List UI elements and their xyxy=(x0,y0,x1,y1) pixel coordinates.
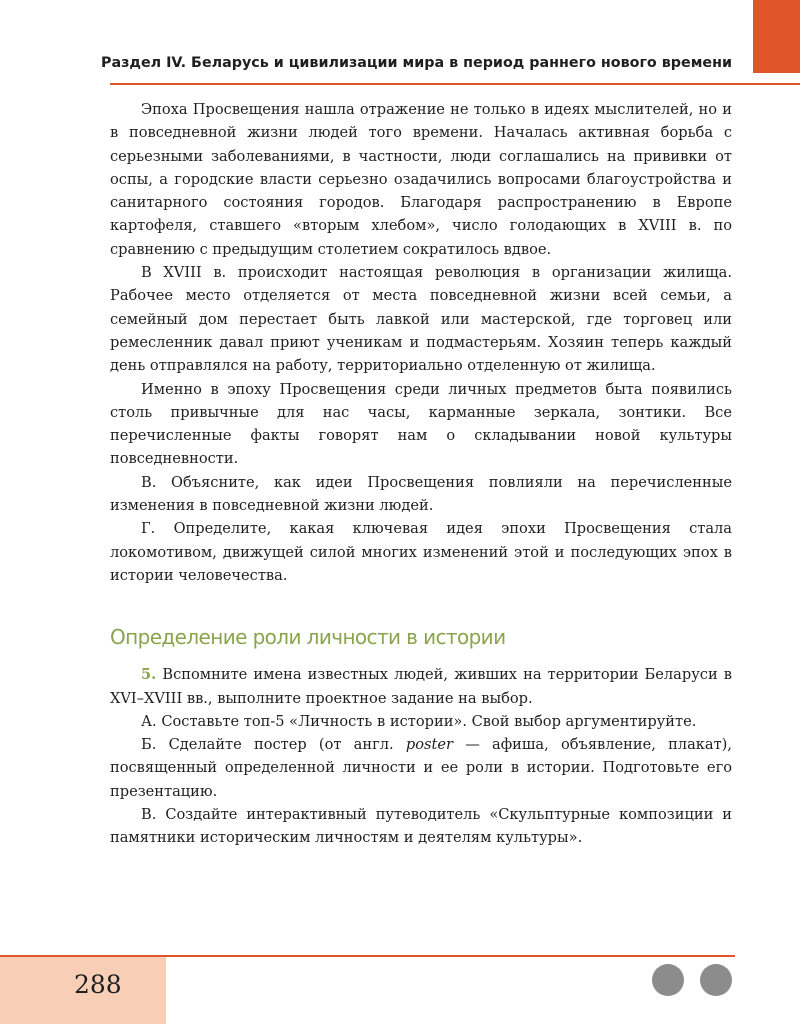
option-a-paragraph: А. Составьте топ-5 «Личность в истории». Свой выбор аргументируйте. xyxy=(141,712,697,730)
body-paragraph: Эпоха Просвещения нашла отражение не только в идеях мыслителей, но и в повседневной жизни людей того времени. Началась активная борьба с серьезными заболеваниями, в частности, люди соглашались на прививки от оспы, а городские власти серьезно озадачились вопросами благоустройства и санитарного состояния городов. Благодаря распространению в Европе картофеля, ставшего «вторым хлебом», число голодающих в XVIII в. по сравнению с предыдущим столетием сократилось вдвое. xyxy=(110,101,732,258)
task-5-paragraph xyxy=(110,663,732,710)
task-number: 5. xyxy=(141,666,157,684)
task-intro: Вспомните имена известных людей, живших на территории Беларуси в XVI–XVIII вв., выполните проектное задание на выбор. xyxy=(110,666,733,707)
header-divider xyxy=(110,83,800,85)
option-b-term: poster xyxy=(405,736,453,754)
option-b-paragraph xyxy=(110,733,732,803)
task-g-paragraph: Г. Определите, какая ключевая идея эпохи Просвещения стала локомотивом, движущей силой многих изменений этой и последующих эпох в истории человечества. xyxy=(110,520,732,584)
section-header-title: Раздел IV. Беларусь и цивилизации мира в период раннего нового времени xyxy=(100,55,732,71)
task-v-paragraph: В. Объясните, как идеи Просвещения повлияли на перечисленные изменения в повседневной жизни людей. xyxy=(110,473,732,515)
page-number: 288 xyxy=(74,970,122,999)
body-paragraph: В XVIII в. происходит настоящая революция в организации жилища. Рабочее место отделяется от места повседневной жизни всей семьи, а семейный дом перестает быть лавкой или мастерской, где торговец или ремесленник давал приют ученикам и подмастерьям. Хозяин теперь каждый день отправлялся на работу, территориально отделенную от жилища. xyxy=(110,264,732,375)
body-paragraph: Именно в эпоху Просвещения среди личных предметов быта появились столь привычные для нас часы, карманные зеркала, зонтики. Все перечисленные факты говорят нам о складывании новой культуры повседневности. xyxy=(110,380,732,468)
decorative-dot xyxy=(700,964,732,996)
option-b-start: Б. Сделайте постер (от англ. xyxy=(141,736,406,754)
option-v-paragraph: В. Создайте интерактивный путеводитель «Скульптурные композиции и памятники историческим личностям и деятелям культуры». xyxy=(110,806,732,847)
corner-color-tab xyxy=(753,0,800,73)
decorative-dot xyxy=(652,964,684,996)
section-heading: Определение роли личности в истории xyxy=(110,625,506,650)
page-content xyxy=(110,98,732,850)
option-b-end: — афиша, объявление, плакат), посвященный определенной личности и ее роли в истории. Подготовьте его презентацию. xyxy=(110,736,733,800)
